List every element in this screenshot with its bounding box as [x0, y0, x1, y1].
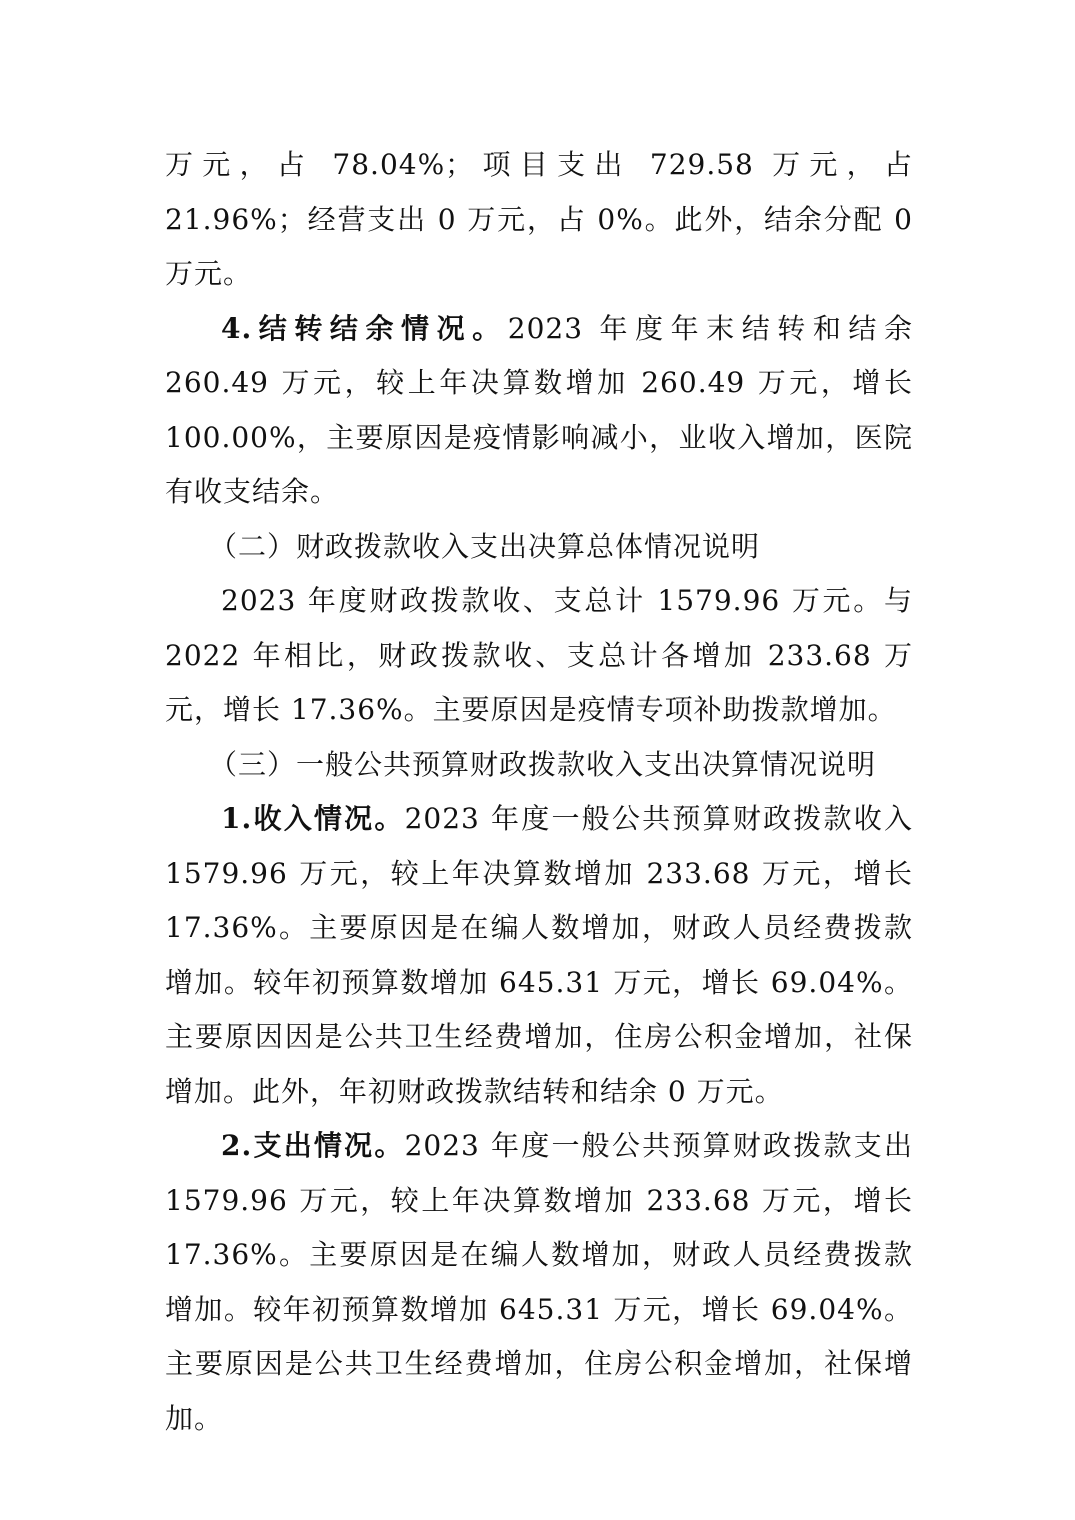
paragraph-text: 2023 年度年末结转和结余 260.49 万元，较上年决算数增加 260.49 万元，增长 100.00%，主要原因是疫情影响减小，业收入增加，医院有收支结余。 — [165, 311, 913, 508]
paragraph-fiscal-overall — [165, 574, 913, 738]
section-heading-fiscal-overall — [165, 520, 913, 575]
paragraph-text: 2023 年度财政拨款收、支总计 1579.96 万元。与 2022 年相比，财政拨款收、支总计各增加 233.68 万元，增长 17.36%。主要原因是疫情专项补助拨款增加。 — [165, 584, 913, 726]
heading-text: （三）一般公共预算财政拨款收入支出决算情况说明 — [209, 747, 877, 781]
heading-text: （二）财政拨款收入支出决算总体情况说明 — [209, 529, 761, 563]
paragraph-text: 2023 年度一般公共预算财政拨款收入 1579.96 万元，较上年决算数增加 233.68 万元，增长 17.36%。主要原因是在编人数增加，财政人员经费拨款增加。较年初预算数增加 645.31 万元，增长 69.04%。主要原因因是公共卫生经费增加，住房公积金增加，社保增加。此外，年初财政拨款结转和结余 0 万元。 — [165, 802, 913, 1108]
paragraph-lead: 1.收入情况。 — [221, 802, 405, 835]
paragraph-text: 2023 年度一般公共预算财政拨款支出 1579.96 万元，较上年决算数增加 233.68 万元，增长 17.36%。主要原因是在编人数增加，财政人员经费拨款增加。较年初预算数增加 645.31 万元，增长 69.04%。主要原因是公共卫生经费增加，住房公积金增加，社保增加。 — [165, 1129, 913, 1435]
paragraph-income — [165, 792, 913, 1119]
paragraph-expenditure — [165, 1119, 913, 1446]
section-heading-general-budget — [165, 738, 913, 793]
document-body — [165, 138, 913, 1446]
paragraph-text: 万元，占 78.04%；项目支出 729.58 万元，占 21.96%；经营支出 0 万元，占 0%。此外，结余分配 0 万元。 — [165, 148, 913, 290]
paragraph-continued-expenditure — [165, 138, 913, 302]
paragraph-lead: 4.结转结余情况。 — [221, 311, 508, 345]
paragraph-lead: 2.支出情况。 — [221, 1129, 405, 1162]
paragraph-carryover-balance — [165, 302, 913, 520]
